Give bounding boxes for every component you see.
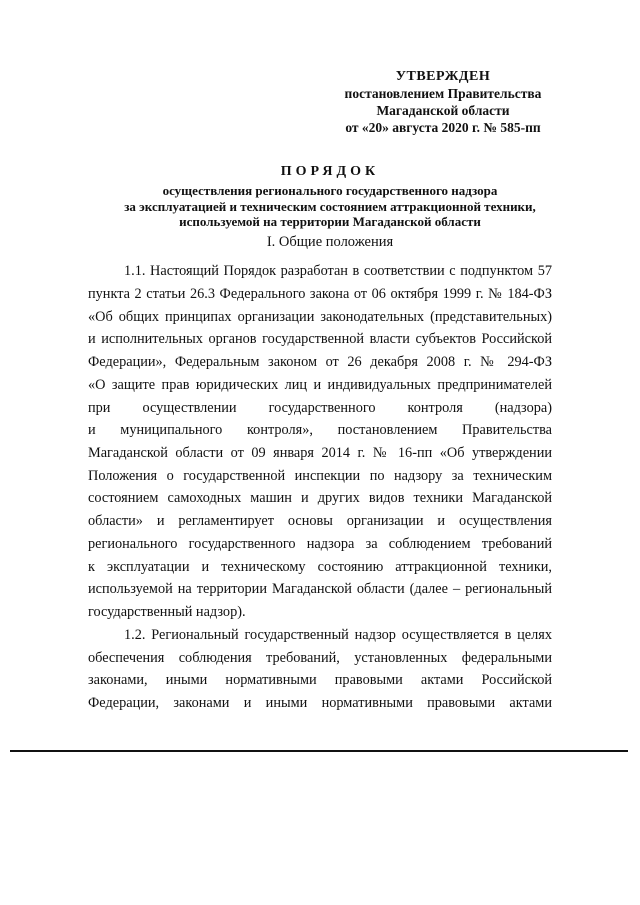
- text-line: пункта 2 статьи 26.3 Федерального закона от 06 октября 1999 г. № 184-ФЗ: [88, 286, 552, 302]
- text-line: «О защите прав юридических лиц и индивидуальных предпринимателей: [88, 377, 552, 393]
- text-line: при осуществлении государственного контроля (надзора): [88, 400, 552, 416]
- text-line: к эксплуатации и техническому состоянию аттракционной техники,: [88, 559, 552, 575]
- text-line: и исполнительных органов государственной власти субъектов Российской: [88, 331, 552, 347]
- text-line: «Об общих принципах организации законодательных (представительных): [88, 309, 552, 325]
- text-line: Положения о государственной инспекции по надзору за техническим: [88, 468, 552, 484]
- approval-region: Магаданской области: [376, 103, 510, 118]
- text-line: регионального государственного надзора за соблюдением требований: [88, 536, 552, 552]
- text-line: состоянием самоходных машин и других видов техники Магаданской: [88, 490, 552, 506]
- text-line: области» и регламентирует основы организации и осуществления: [88, 513, 552, 529]
- approval-issuer: постановлением Правительства: [344, 86, 542, 101]
- section-heading: I. Общие положения: [266, 234, 394, 250]
- text-line: используемой на территории Магаданской области (далее – региональный: [88, 581, 552, 597]
- approval-stamp: [318, 68, 568, 136]
- subtitle-line: используемой на территории Магаданской области: [179, 214, 481, 229]
- subtitle-line: осуществления регионального государственного надзора: [162, 183, 498, 198]
- text-line: государственный надзор).: [88, 604, 246, 620]
- approval-date-number: от «20» августа 2020 г. № 585-пп: [345, 120, 541, 135]
- document-title: ПОРЯДОК: [280, 164, 380, 179]
- page-bottom-rule: [10, 750, 628, 752]
- text-line: Магаданской области от 09 января 2014 г. № 16-пп «Об утверждении: [88, 445, 552, 461]
- subtitle-line: за эксплуатацией и техническим состоянием аттракционной техники,: [124, 198, 536, 214]
- approval-heading: УТВЕРЖДЕН: [395, 69, 491, 84]
- text-line: законами, иными нормативными правовыми актами Российской: [88, 672, 552, 688]
- text-line: Федерации», Федеральным законом от 26 декабря 2008 г. № 294-ФЗ: [88, 354, 552, 370]
- text-line: 1.1. Настоящий Порядок разработан в соответствии с подпунктом 57: [124, 263, 552, 279]
- text-line: обеспечения соблюдения требований, установленных федеральными: [88, 650, 552, 666]
- text-line: Федерации, законами и иными нормативными правовыми актами: [88, 695, 552, 711]
- document-subtitle: [60, 183, 600, 230]
- text-line: 1.2. Региональный государственный надзор осуществляется в целях: [124, 627, 552, 643]
- text-line: и муниципального контроля», постановлением Правительства: [88, 422, 552, 438]
